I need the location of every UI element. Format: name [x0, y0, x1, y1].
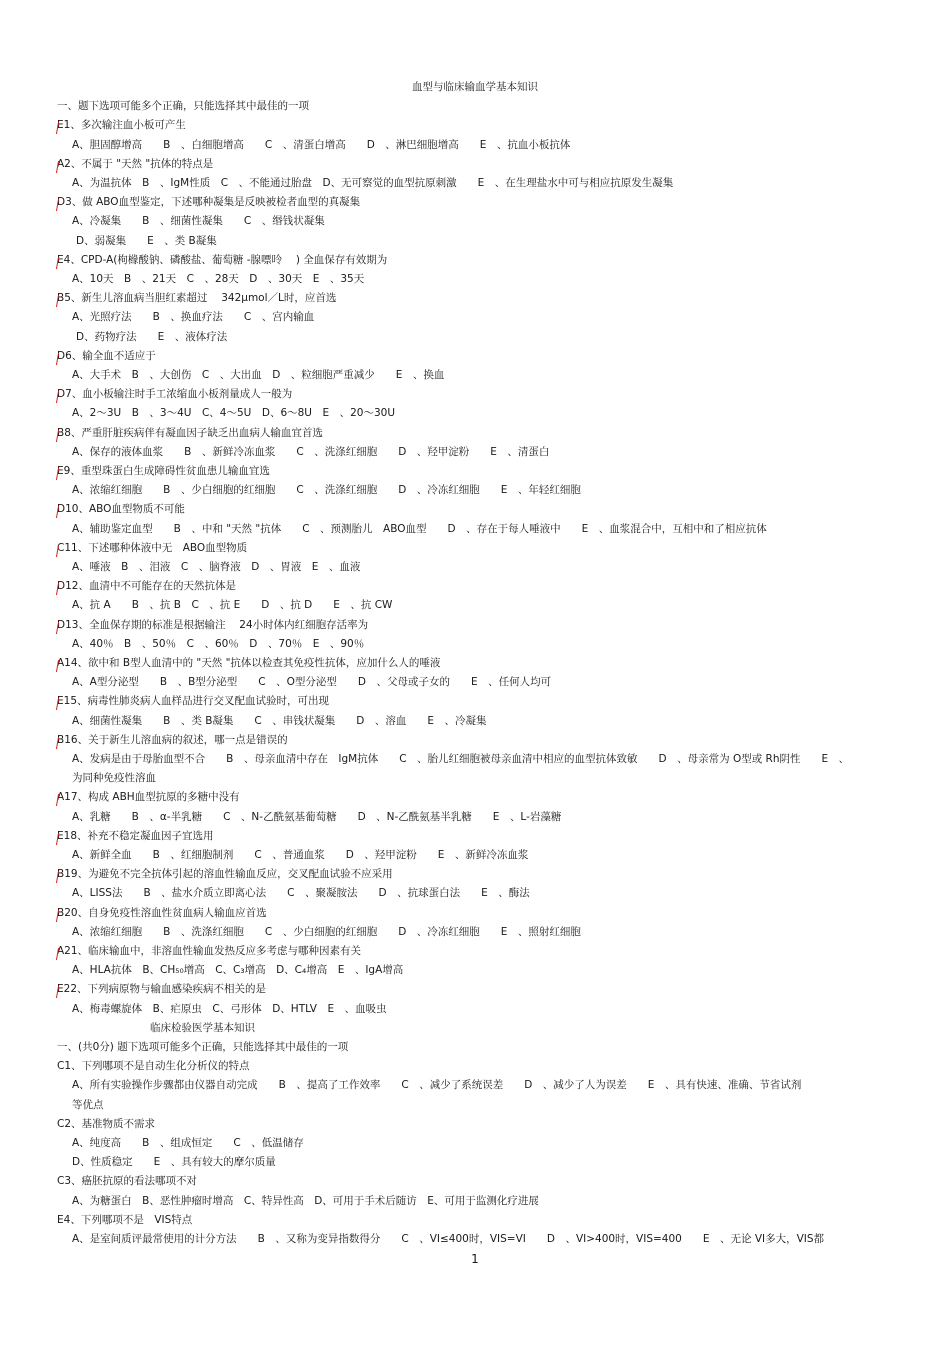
question-options: [72, 522, 767, 536]
question-stem-text: E15、病毒性肺炎病人血样品进行交叉配血试验时，可出现: [57, 695, 329, 708]
question-stem-text: A14、欲中和 B型人血清中的 "天然 "抗体以检查其免疫性抗体，应加什么人的唾液: [57, 657, 441, 669]
question-stem-text: D7、血小板输注时手工浓缩血小板剂量成人一般为: [57, 388, 293, 401]
question-stem: [57, 790, 240, 804]
page-title-text: 血型与临床输血学基本知识: [412, 81, 538, 93]
question-options: [72, 1136, 304, 1150]
question-stem-text: B5、新生儿溶血病当胆红素超过 342μmol／L时，应首选: [57, 292, 337, 305]
question-stem-text: B19、为避免不完全抗体引起的溶血性输血反应，交叉配血试验不应采用: [57, 868, 393, 881]
question-options-text: D、性质稳定 E 、具有较大的摩尔质量: [72, 1156, 276, 1169]
question-stem-text: E22、下列病原物与输血感染疾病不相关的是: [57, 983, 266, 996]
question-stem: [57, 867, 393, 881]
question-stem-text: E4、下列哪项不是 VIS特点: [57, 1213, 193, 1226]
question-options: [72, 1194, 539, 1208]
question-options: [76, 330, 227, 344]
question-options-text: A、保存的液体血浆 B 、新鲜冷冻血浆 C 、洗涤红细胞 D 、羟甲淀粉 E 、清蛋白: [72, 445, 550, 458]
question-options-text: A、A型分泌型 B 、B型分泌型 C 、O型分泌型 D 、父母或子女的 E 、任何人均可: [72, 676, 552, 689]
question-options-text: A、为糖蛋白 B、恶性肿瘤时增高 C、特异性高 D、可用于手术后随访 E、可用于监测化疗进展: [72, 1194, 539, 1207]
question-stem: [57, 118, 186, 132]
question-options-text: A、胆固醇增高 B 、白细胞增高 C 、清蛋白增高 D 、淋巴细胞增高 E 、抗血小板抗体: [72, 138, 571, 151]
question-stem-text: A2、不属于 "天然 "抗体的特点是: [57, 157, 214, 170]
question-stem: [57, 291, 336, 305]
question-options-text: A、新鲜全血 B 、红细胞制剂 C 、普通血浆 D 、羟甲淀粉 E 、新鲜冷冻血浆: [72, 849, 529, 861]
question-stem: [57, 579, 236, 593]
question-options: [72, 1078, 801, 1092]
question-options-text: A、光照疗法 B 、换血疗法 C 、宫内输血: [72, 311, 315, 324]
question-stem-text: D12、血清中不可能存在的天然抗体是: [57, 580, 236, 593]
question-stem: [57, 982, 266, 996]
question-stem: [57, 195, 360, 209]
question-options: [72, 214, 325, 228]
question-options: [72, 925, 581, 939]
question-stem-text: B16、关于新生儿溶血病的叙述，哪一点是错误的: [57, 733, 288, 746]
question-options: [72, 560, 360, 574]
question-stem: [57, 694, 329, 708]
question-stem-text: D13、全血保存期的标准是根据输注 24小时体内红细胞存活率为: [57, 618, 369, 631]
question-stem: [57, 426, 323, 440]
question-options: [72, 752, 849, 766]
question-stem-text: E1、多次输注血小板可产生: [57, 119, 186, 132]
question-options-text: A、是室间质评最常使用的计分方法 B 、又称为变异指数得分 C 、VI≤400时，VIS=VI D 、VI>400时，VIS=400 E 、无论 VI多大，VIS都: [72, 1233, 825, 1245]
section-instruction: [57, 1040, 348, 1054]
question-options-text: 为同种免疫性溶血: [72, 772, 156, 785]
question-stem-text: C3、癌胚抗原的看法哪项不对: [57, 1175, 198, 1188]
question-stem: [57, 464, 270, 478]
question-options: [72, 771, 156, 785]
question-options: [72, 1002, 387, 1016]
question-stem-text: C2、基准物质不需求: [57, 1117, 156, 1130]
question-options: [72, 176, 673, 190]
question-stem: [57, 387, 292, 401]
question-options-text: A、浓缩红细胞 B 、少白细胞的红细胞 C 、洗涤红细胞 D 、冷冻红细胞 E 、年轻红细胞: [72, 484, 581, 497]
question-stem-text: B20、自身免疫性溶血性贫血病人输血应首选: [57, 906, 267, 919]
question-options: [72, 1155, 276, 1169]
question-options-text: A、梅毒螺旋体 B、疟原虫 C、弓形体 D、HTLV E 、血吸虫: [72, 1002, 387, 1015]
question-options-text: A、纯度高 B 、组成恒定 C 、低温储存: [72, 1137, 304, 1149]
question-stem-text: B8、严重肝脏疾病伴有凝血因子缺乏出血病人输血宜首选: [57, 426, 323, 439]
question-options-text: A、辅助鉴定血型 B 、中和 "天然 "抗体 C 、预测胎儿 ABO血型 D 、存在于每人唾液中 E 、血浆混合中，互相中和了相应抗体: [72, 522, 767, 535]
question-stem-text: A21、临床输血中，非溶血性输血发热反应多考虑与哪种因素有关: [57, 945, 362, 957]
question-options: [72, 272, 364, 286]
question-options: [72, 483, 581, 497]
question-options: [72, 675, 551, 689]
question-options: [72, 138, 570, 152]
section-instruction-text: 一、(共0分) 题下选项可能多个正确，只能选择其中最佳的一项: [57, 1041, 349, 1053]
question-options: [76, 234, 217, 248]
question-stem: [57, 1117, 155, 1131]
question-options-text: A、冷凝集 B 、细菌性凝集 C 、缗钱状凝集: [72, 215, 325, 228]
question-options: [72, 598, 392, 612]
question-stem: [57, 541, 247, 555]
question-stem: [57, 733, 288, 747]
question-stem-text: D3、做 ABO血型鉴定，下述哪种凝集是反映被检者血型的真凝集: [57, 196, 361, 209]
question-options-text: A、浓缩红细胞 B 、洗涤红细胞 C 、少白细胞的红细胞 D 、冷冻红细胞 E 、照射红细胞: [72, 925, 581, 938]
question-stem-text: E4、CPD-A(枸橼酸钠、磷酸盐、葡萄糖 -腺嘌呤 ) 全血保存有效期为: [57, 253, 388, 266]
question-stem: [57, 944, 361, 958]
question-stem-text: C11、下述哪种体液中无 ABO血型物质: [57, 541, 248, 554]
question-options-text: A、抗 A B 、抗 B C 、抗 E D 、抗 D E 、抗 CW: [72, 599, 393, 612]
page-number: 1: [471, 1252, 479, 1266]
question-options-text: D、药物疗法 E 、液体疗法: [76, 330, 228, 343]
question-options: [72, 848, 528, 862]
question-stem: [57, 829, 214, 843]
question-stem: [57, 1174, 197, 1188]
question-options: [72, 1098, 104, 1112]
question-options-text: A、唾液 B 、泪液 C 、脑脊液 D 、胃液 E 、血液: [72, 561, 361, 573]
question-stem: [57, 349, 156, 363]
question-options: [72, 1232, 824, 1246]
question-options: [72, 406, 395, 420]
question-options-text: A、所有实验操作步骤都由仪器自动完成 B 、提高了工作效率 C 、减少了系统误差 D 、减少了人为误差 E 、具有快速、准确、节省试剂: [72, 1079, 802, 1092]
question-stem: [57, 656, 440, 670]
question-options-text: A、乳糖 B 、α-半乳糖 C 、N-乙酰氨基葡萄糖 D 、N-乙酰氨基半乳糖 E 、L-岩藻糖: [72, 810, 562, 823]
question-options: [72, 810, 561, 824]
question-options: [72, 714, 486, 728]
question-stem: [57, 253, 387, 267]
question-options-text: D、弱凝集 E 、类 B凝集: [76, 234, 217, 247]
question-options: [72, 637, 364, 651]
question-stem: [57, 1059, 250, 1073]
question-options: [72, 368, 444, 382]
question-options: [72, 886, 530, 900]
question-stem-text: A17、构成 ABH血型抗原的多糖中没有: [57, 791, 240, 804]
question-stem-text: E18、补充不稳定凝血因子宜选用: [57, 829, 214, 842]
question-options: [72, 963, 403, 977]
question-options-text: A、HLA抗体 B、CH₅₀增高 C、C₃增高 D、C₄增高 E 、IgA增高: [72, 964, 404, 977]
section-title: [150, 1021, 255, 1035]
question-stem: [57, 618, 368, 632]
question-options: [72, 445, 549, 459]
question-options-text: A、LISS法 B 、盐水介质立即离心法 C 、聚凝胺法 D 、抗球蛋白法 E 、酶法: [72, 887, 530, 900]
question-stem-text: E9、重型珠蛋白生成障碍性贫血患儿输血宜选: [57, 465, 270, 477]
question-options-text: A、40％ B 、50％ C 、60％ D 、70％ E 、90％: [72, 637, 365, 650]
question-options: [72, 310, 314, 324]
question-options-text: 等优点: [72, 1098, 104, 1111]
question-options-text: A、10天 B 、21天 C 、28天 D 、30天 E 、35天: [72, 273, 365, 285]
section-instruction-text: 一、题下选项可能多个正确，只能选择其中最佳的一项: [57, 100, 309, 113]
question-stem: [57, 906, 267, 920]
question-stem: [57, 502, 185, 516]
question-options-text: A、为温抗体 B 、IgM性质 C 、不能通过胎盘 D、无可察觉的血型抗原刺激 E 、在生理盐水中可与相应抗原发生凝集: [72, 177, 674, 189]
page-title: [0, 80, 950, 94]
question-options-text: A、发病是由于母胎血型不合 B 、母亲血清中存在 IgM抗体 C 、胎儿红细胞被母亲血清中相应的血型抗体致敏 D 、母亲常为 O型或 Rh阴性 E 、: [72, 753, 850, 765]
question-stem: [57, 157, 213, 171]
question-stem-text: D10、ABO血型物质不可能: [57, 503, 185, 516]
section-title-text: 临床检验医学基本知识: [150, 1021, 255, 1034]
section-instruction: [57, 99, 309, 113]
question-options-text: A、大手术 B 、大创伤 C 、大出血 D 、粒细胞严重减少 E 、换血: [72, 369, 445, 381]
question-stem: [57, 1213, 192, 1227]
question-options-text: A、细菌性凝集 B 、类 B凝集 C 、串钱状凝集 D 、溶血 E 、冷凝集: [72, 714, 487, 727]
question-stem-text: C1、下列哪项不是自动生化分析仪的特点: [57, 1060, 250, 1073]
question-options-text: A、2～3U B 、3～4U C、4～5U D、6～8U E 、20～30U: [72, 407, 396, 420]
question-stem-text: D6、输全血不适应于: [57, 349, 156, 362]
